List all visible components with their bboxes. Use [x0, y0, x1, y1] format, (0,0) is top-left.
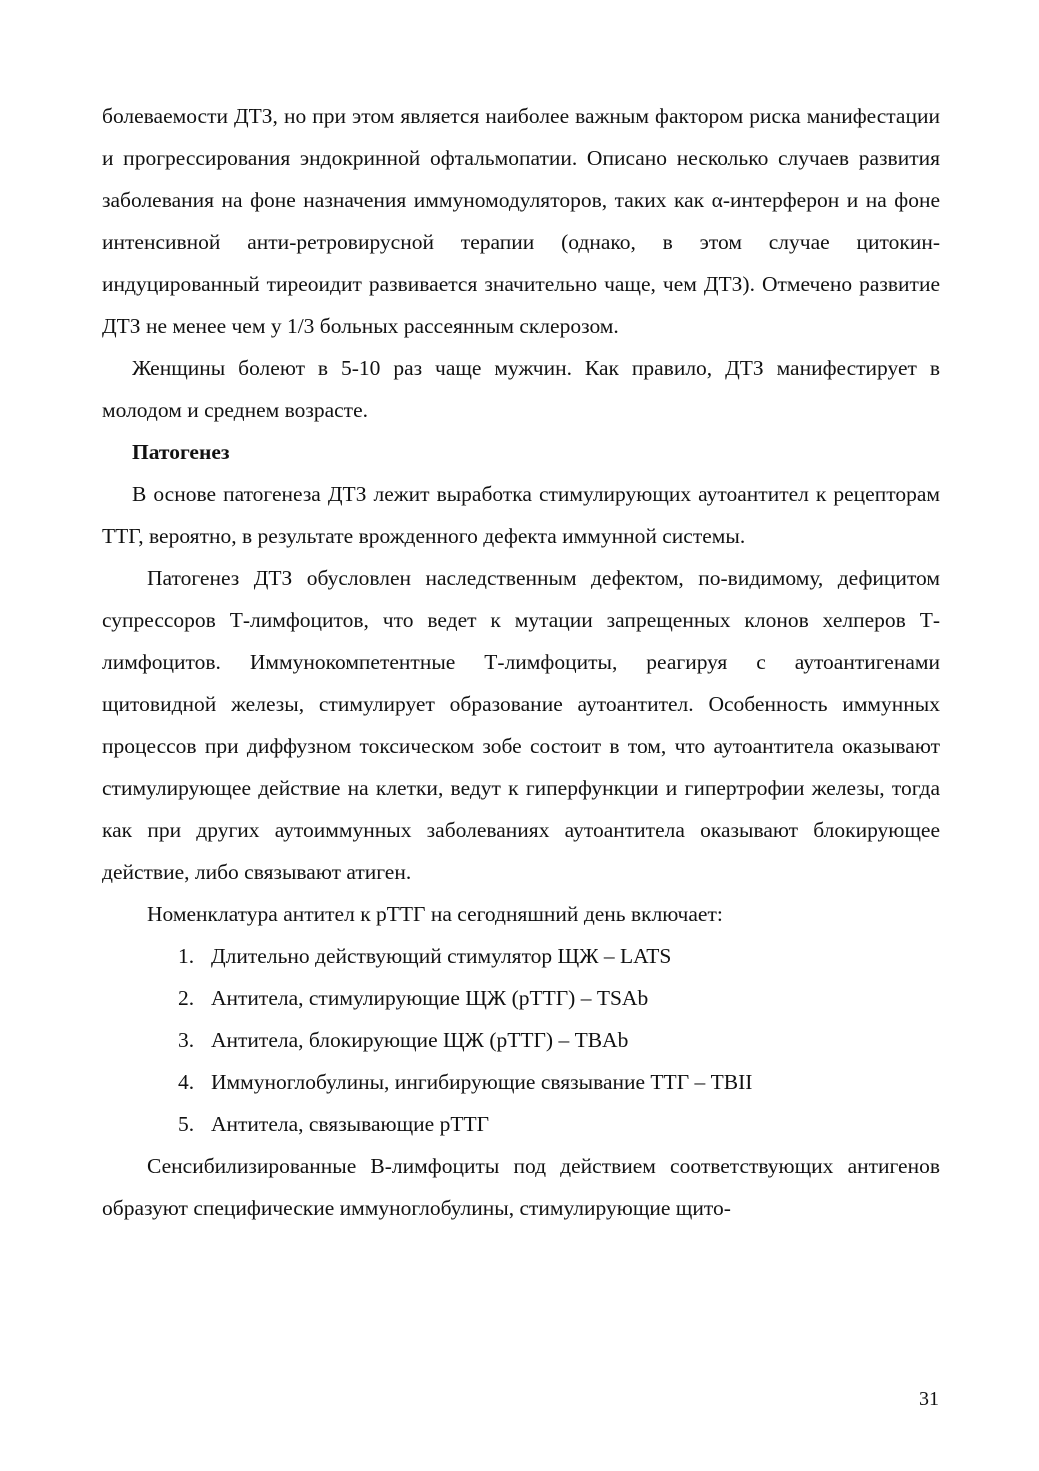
- list-item-text: Антитела, блокирующие ЩЖ (рТТГ) – TBAb: [211, 1028, 629, 1052]
- paragraph-b-lymphocytes: Сенсибилизированные В-лимфоциты под действием соответствующих антигенов образуют специфические иммуноглобулины, стимулирующие щито-: [102, 1154, 940, 1220]
- section-heading-pathogenesis: Патогенез: [132, 440, 230, 464]
- paragraph-sex-age: Женщины болеют в 5-10 раз чаще мужчин. Как правило, ДТЗ манифестирует в молодом и среднем возрасте.: [102, 356, 940, 422]
- list-item-text: Антитела, связывающие рТТГ: [211, 1112, 490, 1136]
- list-item-number: 1.: [178, 944, 195, 968]
- list-item: [178, 977, 940, 1019]
- list-item: [178, 1019, 940, 1061]
- paragraph-pathogenesis-basis: В основе патогенеза ДТЗ лежит выработка стимулирующих аутоантител к рецепторам ТТГ, вероятно, в результате врожденного дефекта иммунной системы.: [102, 482, 940, 548]
- list-item-text: Иммуноглобулины, ингибирующие связывание ТТГ – TBII: [211, 1070, 753, 1094]
- page-body: [102, 95, 940, 1229]
- list-item-number: 4.: [178, 1070, 195, 1094]
- paragraph-pathogenesis-detail: Патогенез ДТЗ обусловлен наследственным дефектом, по-видимому, дефицитом супрессоров Т-лимфоцитов, что ведет к мутации запрещенных клонов хелперов Т-лимфоцитов. Иммунокомпетентные Т-лимфоциты, реагируя с аутоантигенами щитовидной железы, стимулирует образование аутоантител. Особенность иммунных процессов при диффузном токсическом зобе состоит в том, что аутоантитела оказывают стимулирующее действие на клетки, ведут к гиперфункции и гипертрофии железы, тогда как при других аутоиммунных заболеваниях аутоантитела оказывают блокирующее действие, либо связывают атиген.: [102, 566, 940, 884]
- list-item-text: Антитела, стимулирующие ЩЖ (рТТГ) – TSAb: [211, 986, 649, 1010]
- list-item-number: 5.: [178, 1112, 195, 1136]
- list-item: [178, 935, 940, 977]
- list-item-text: Длительно действующий стимулятор ЩЖ – LATS: [211, 944, 672, 968]
- list-intro: Номенклатура антител к рТТГ на сегодняшний день включает:: [147, 902, 723, 926]
- list-item-number: 2.: [178, 986, 195, 1010]
- list-item: [178, 1061, 940, 1103]
- list-item: [178, 1103, 940, 1145]
- antibody-nomenclature-list: [102, 935, 940, 1145]
- page-number: 31: [919, 1388, 939, 1410]
- list-item-number: 3.: [178, 1028, 195, 1052]
- paragraph-epidemiology-risk: болеваемости ДТЗ, но при этом является наиболее важным фактором риска манифестации и прогрессирования эндокринной офтальмопатии. Описано несколько случаев развития заболевания на фоне назначения иммуномодуляторов, таких как α-интерферон и на фоне интенсивной анти-ретровирусной терапии (однако, в этом случае цитокин-индуцированный тиреоидит развивается значительно чаще, чем ДТЗ). Отмечено развитие ДТЗ не менее чем у 1/3 больных рассеянным склерозом.: [102, 104, 940, 338]
